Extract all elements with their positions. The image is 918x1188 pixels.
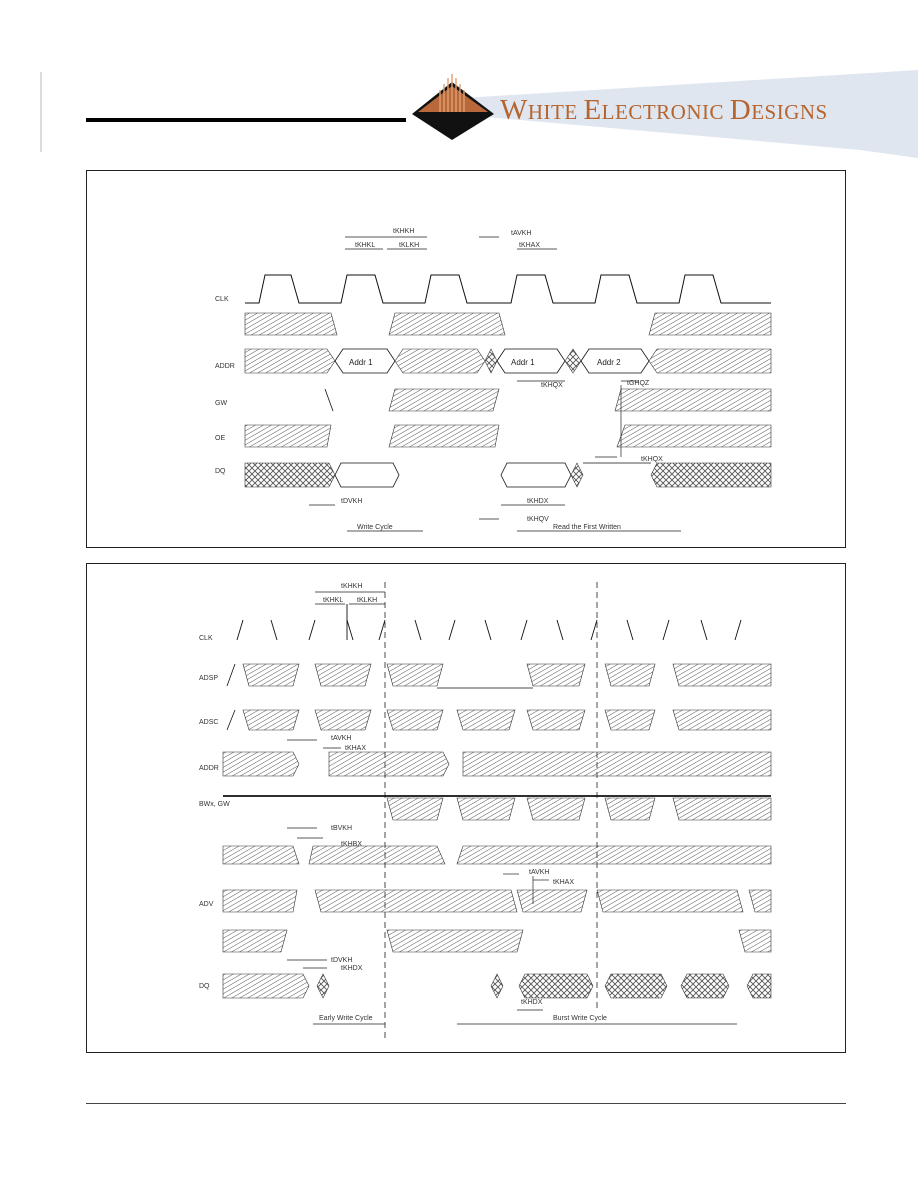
header-left-edge [40,72,42,152]
timing-label-tkhqx-2: tKHQX [641,456,663,463]
timing-label-tkhax: tKHAX [519,242,541,249]
brand-letter-e: E [583,94,602,126]
signal-label-adv: ADV [199,901,214,908]
footer-label-write-cycle: Write Cycle [357,524,393,531]
timing-label-tkhdx-3: tKHDX [521,999,543,1006]
clk-waveform-2 [237,604,741,640]
brand-name [500,94,828,127]
footer-rule [86,1103,846,1104]
brand-letter-d: D [729,94,752,126]
row2-hatch [245,313,771,335]
timing-label-tklkh-2: tKLKH [357,597,378,604]
signal-label-clk: CLK [215,296,229,303]
adv-waveform [223,890,771,912]
brand-part-hite: HITE [527,100,584,124]
signal-label-addr: ADDR [215,363,235,370]
signal-label-dq: DQ [215,468,226,475]
signal-label-adsc: ADSC [199,719,219,726]
timing-label-tkhkl-2: tKHKL [323,597,344,604]
timing-label-tkhkl: tKHKL [355,242,376,249]
timing-diagram-bottom-svg [87,564,847,1054]
dq-waveform-2 [223,974,771,998]
adsc-waveform [227,710,771,730]
timing-label-tavkh-3: tAVKH [529,869,550,876]
header-rule [86,118,406,122]
timing-label-tkhqx: tKHQX [541,382,563,389]
timing-label-tkhdx: tKHDX [527,498,549,505]
brand-letter-w: W [500,94,528,126]
timing-diagram-bottom [86,563,846,1053]
addr-bus [245,349,771,373]
footer-label-early-write: Early Write Cycle [319,1015,373,1022]
logo-icon [412,74,494,140]
timing-label-tkhkh: tKHKH [393,228,415,235]
adsp-waveform [227,664,771,688]
timing-label-tdvkh-2: tDVKH [331,957,353,964]
timing-label-tbvkh: tBVKH [331,825,353,832]
timing-label-tavkh-2: tAVKH [331,735,352,742]
brand-part-lectronic: LECTRONIC [601,100,730,124]
signal-label-adsp: ADSP [199,675,219,682]
signal-label-addr-2: ADDR [199,765,219,772]
footer-label-read-first-written: Read the First Written [553,524,621,531]
dq-waveform [245,463,771,487]
signal-label-gw: GW [215,400,228,407]
signal-label-clk-2: CLK [199,635,213,642]
timing-label-tavkh: tAVKH [511,230,532,237]
footer-label-burst-write: Burst Write Cycle [553,1015,607,1022]
gw-waveform [325,389,771,411]
addr-value-1: Addr 1 [349,358,373,367]
addr-value-3: Addr 2 [597,358,621,367]
timing-label-tdvkh: tDVKH [341,498,363,505]
addr-value-2: Addr 1 [511,358,535,367]
signal-label-dq-2: DQ [199,983,210,990]
bwx-gw-waveform [223,796,771,820]
signal-label-bwx-gw: BWx, GW [199,801,230,808]
addr-waveform-2 [223,752,771,776]
timing-label-tkhax-2: tKHAX [345,745,367,752]
clk-waveform [245,275,771,303]
timing-diagram-top [86,170,846,548]
timing-diagram-top-svg [87,171,847,549]
row6-waveform [223,846,771,864]
timing-label-tkhax-3: tKHAX [553,879,575,886]
row8-waveform [223,930,771,952]
timing-label-tghqz: tGHQZ [627,380,650,387]
timing-label-tkhbx: tKHBX [341,841,363,848]
oe-waveform [245,425,771,447]
timing-label-tkhdx-2: tKHDX [341,965,363,972]
timing-label-tklkh: tKLKH [399,242,420,249]
signal-label-oe: OE [215,435,226,442]
brand-part-esigns: ESIGNS [751,100,828,124]
timing-label-tkhqv: tKHQV [527,516,549,523]
timing-label-tkhkh-2: tKHKH [341,583,363,590]
